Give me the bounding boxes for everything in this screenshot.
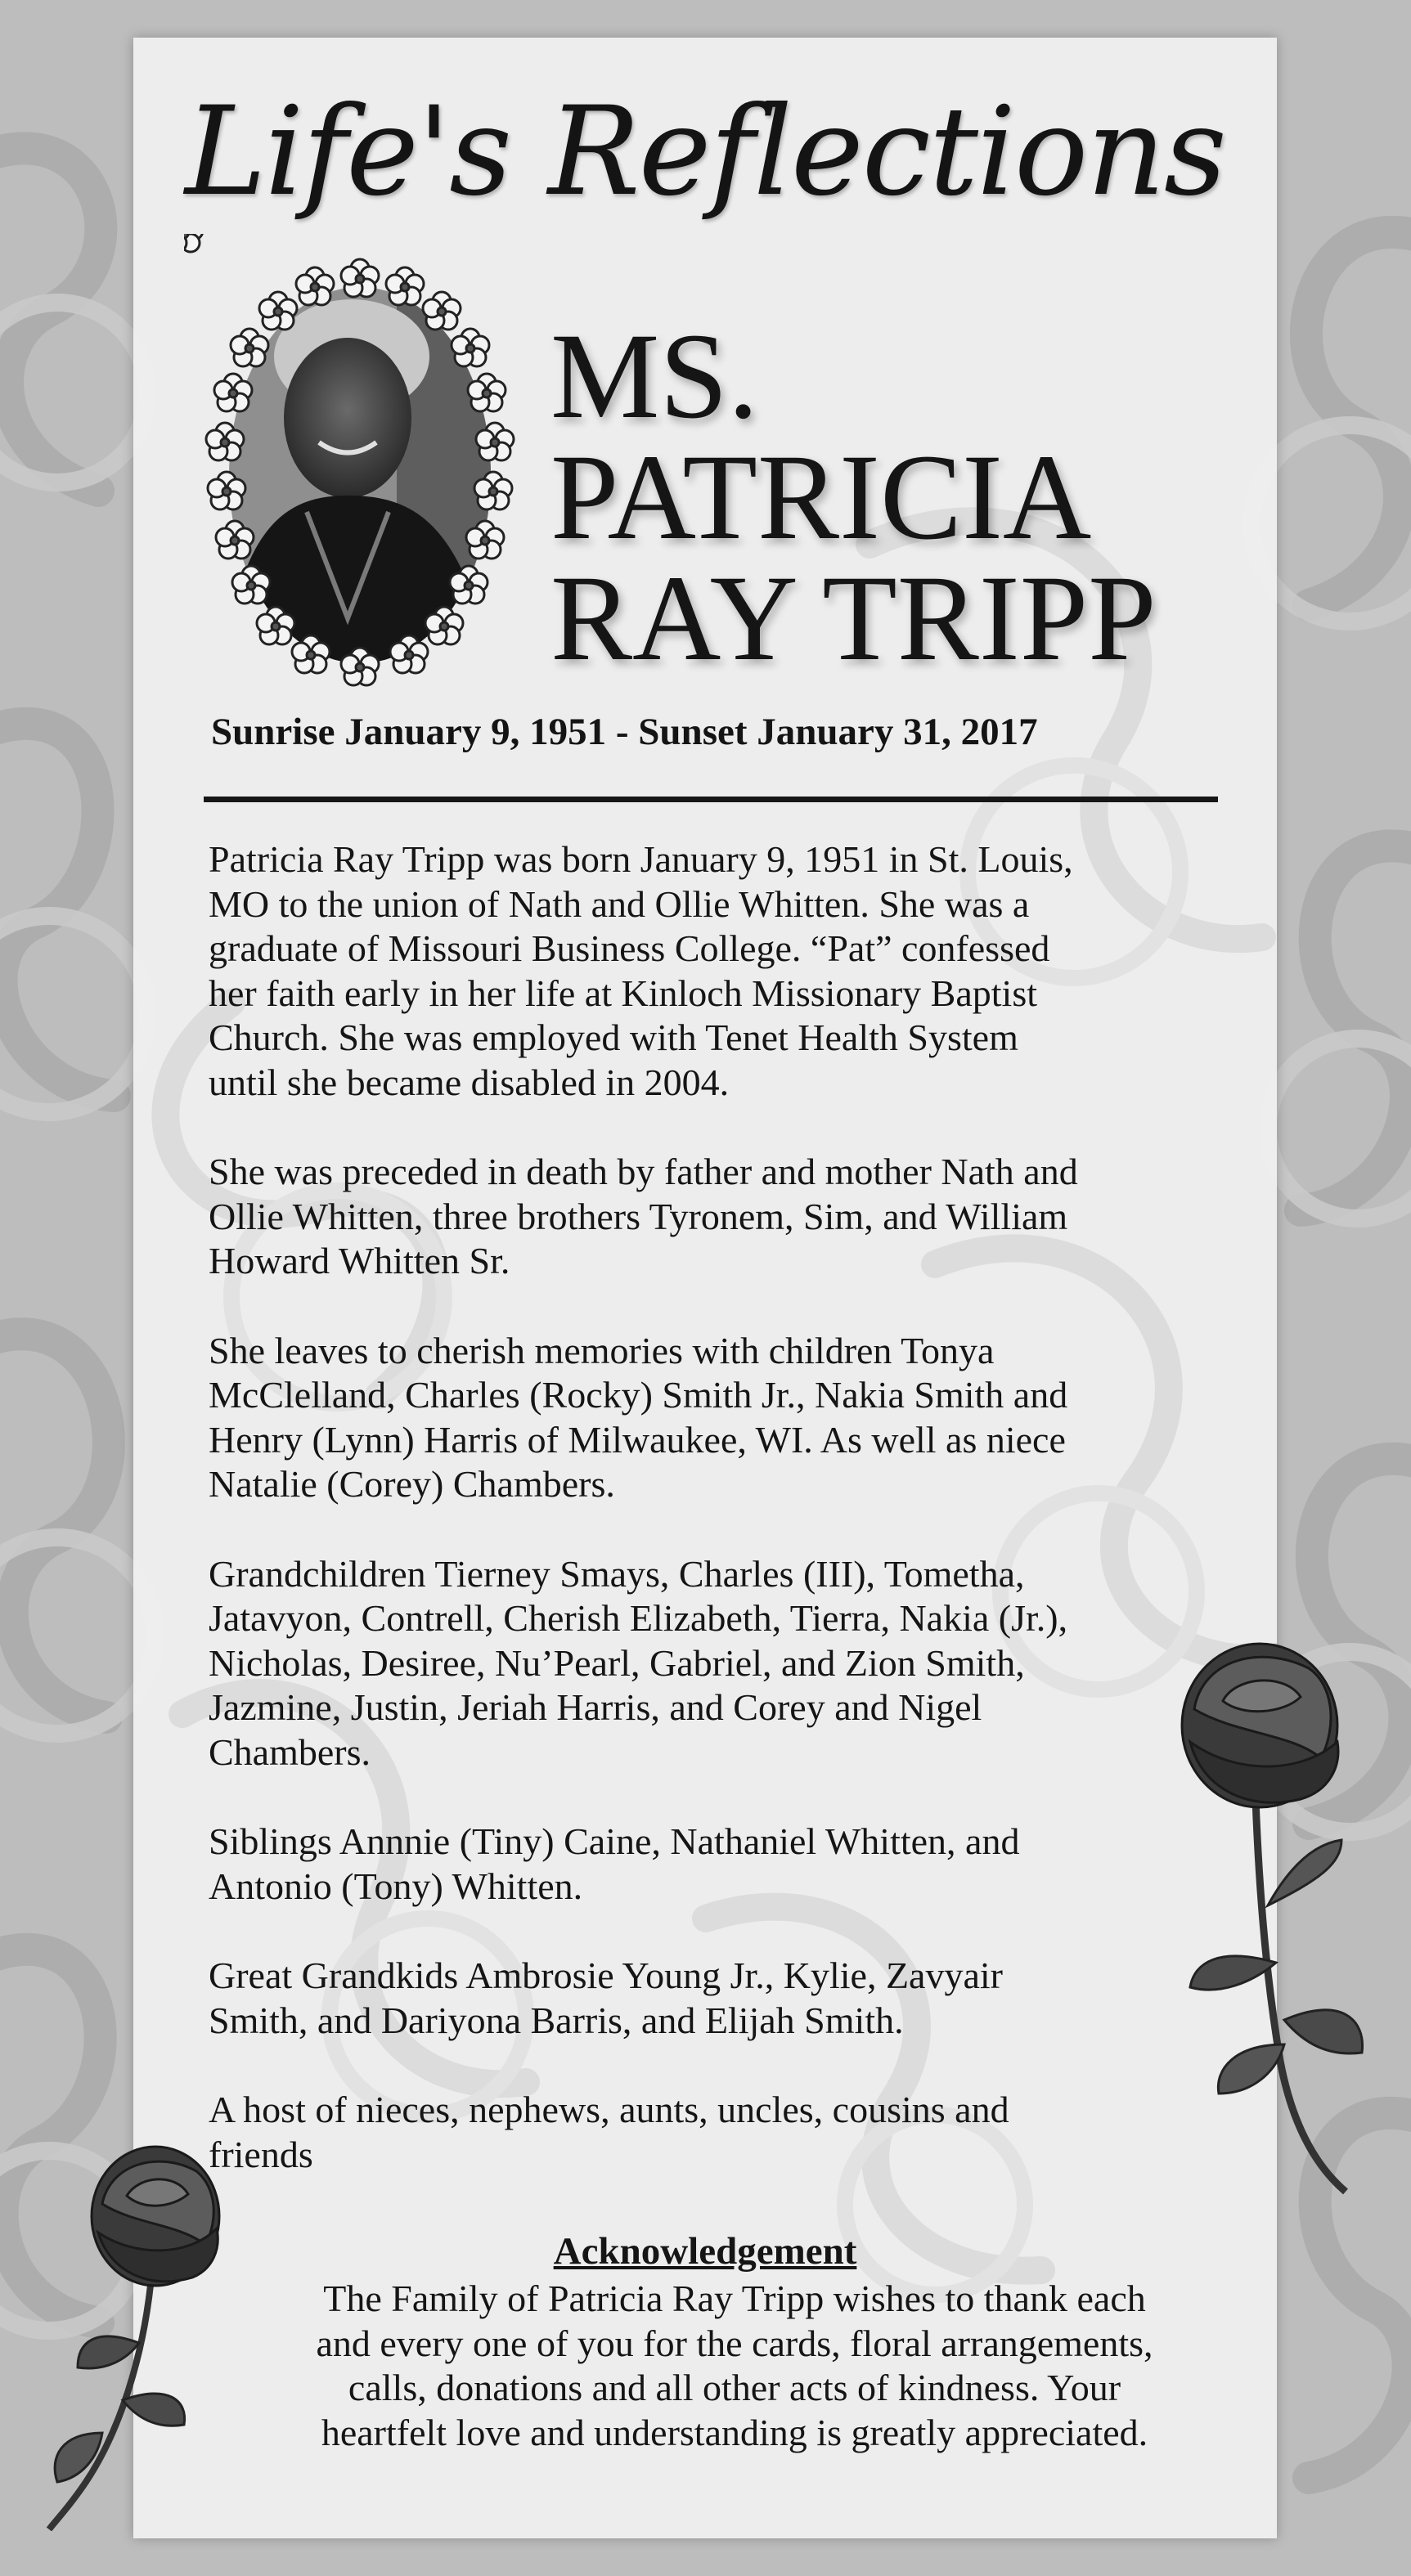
- flower-wreath-icon: [184, 234, 203, 252]
- divider-rule: [204, 797, 1218, 802]
- life-dates: Sunrise January 9, 1951 - Sunset January 31, 2017: [211, 711, 1038, 753]
- bio-paragraph-children: She leaves to cherish memories with children Tonya McClelland, Charles (Rocky) Smith Jr., Nakia Smith and Henry (Lynn) Harris of Milwaukee, WI. As well as niece Natalie (Corey) Chambers.: [209, 1329, 1068, 1505]
- deceased-name: [550, 308, 1270, 686]
- name-line-title: MS.: [550, 308, 759, 444]
- acknowledgement-heading: Acknowledgement: [553, 2230, 857, 2273]
- acknowledgement-text: The Family of Patricia Ray Tripp wishes to thank each and every one of you for the cards, floral arrangements, calls, donations and all other acts of kindness. Your heartfelt love and understanding is greatly appreciated.: [316, 2278, 1153, 2453]
- bio-paragraph-birth: Patricia Ray Tripp was born January 9, 1951 in St. Louis, MO to the union of Nath and Ollie Whitten. She was a graduate of Missouri Business College. “Pat” confessed her faith early in her life at Kinloch Missionary Baptist Church. She was employed with Tenet Health System until she became disabled in 2004.: [209, 838, 1073, 1103]
- bio-paragraph-grandchildren: Grandchildren Tierney Smays, Charles (III), Tometha, Jatavyon, Contrell, Cherish Elizabeth, Tierra, Nakia (Jr.), Nicholas, Desiree, Nu’Pearl, Gabriel, and Zion Smith, Jazmine, Justin, Jeriah Harris, and Corey and Nigel Chambers.: [209, 1552, 1068, 1773]
- bio-paragraph-relatives: A host of nieces, nephews, aunts, uncles, cousins and friends: [209, 2089, 1009, 2175]
- rose-icon: [1145, 1636, 1391, 2208]
- name-line-last: RAY TRIPP: [550, 550, 1157, 686]
- rose-icon-left: [37, 2138, 225, 2531]
- bio-paragraph-siblings: Siblings Annnie (Tiny) Caine, Nathaniel Whitten, and Antonio (Tony) Whitten.: [209, 1820, 1020, 1907]
- obituary-body: [209, 837, 1239, 2222]
- portrait-photo: [184, 234, 536, 716]
- name-line-first: PATRICIA: [550, 429, 1092, 565]
- bio-paragraph-preceded: She was preceded in death by father and mother Nath and Ollie Whitten, three brothers Tyronem, Sim, and William Howard Whitten Sr.: [209, 1151, 1078, 1281]
- bio-paragraph-great-grandkids: Great Grandkids Ambrosie Young Jr., Kylie, Zavyair Smith, and Dariyona Barris, and Elijah Smith.: [209, 1954, 1003, 2041]
- obituary-panel: [133, 38, 1277, 2538]
- page-title: Life's Reflections: [185, 81, 1225, 223]
